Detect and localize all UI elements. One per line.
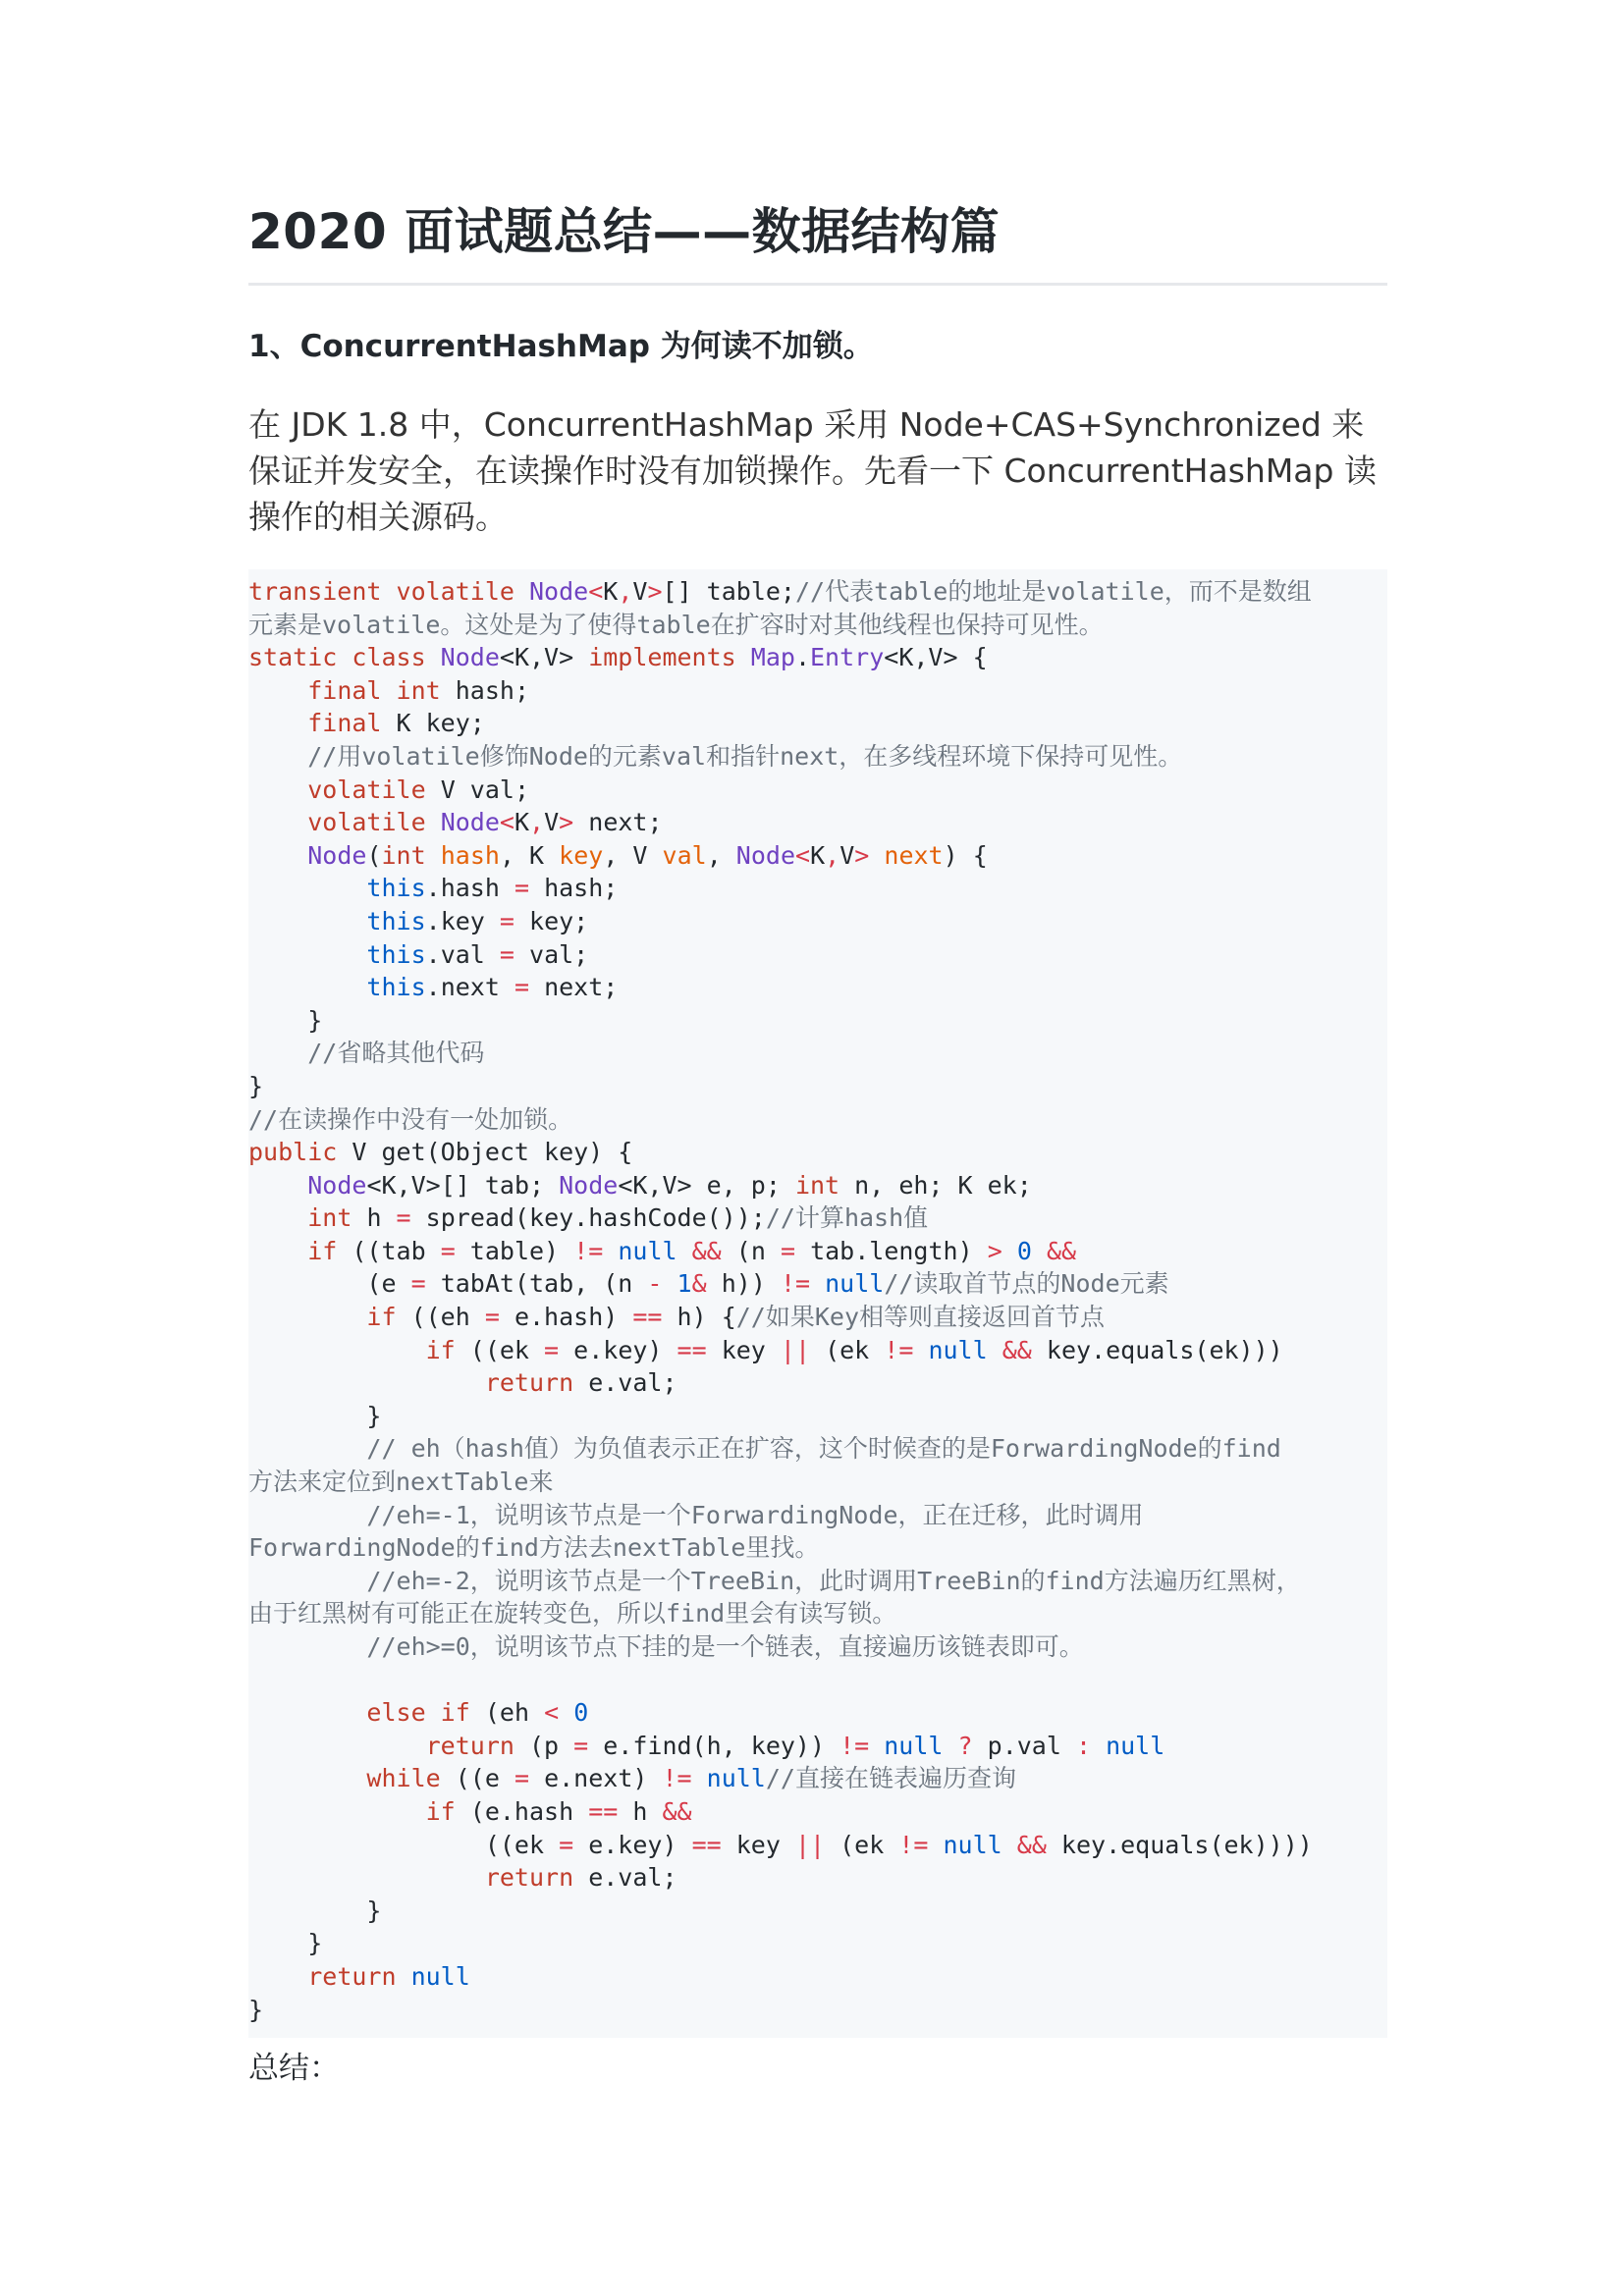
code-line [248, 1795, 1387, 1829]
code-line [248, 1927, 1387, 1960]
code-text: ( [366, 840, 382, 870]
code-this: this [366, 874, 426, 903]
code-comment: 由于红黑树有可能正在旋转变色，所以find里会有读写锁。 [248, 1599, 897, 1629]
code-line [248, 1597, 1387, 1630]
code-text [248, 709, 307, 737]
code-text: K [810, 840, 826, 870]
code-comment: //计算hash值 [765, 1203, 929, 1233]
code-operator: || [794, 1830, 826, 1859]
code-type: Node [307, 840, 367, 870]
code-line [248, 1301, 1387, 1334]
code-keyword: transient volatile [248, 577, 529, 606]
code-text: ((e [455, 1764, 514, 1793]
code-operator: && [691, 1236, 722, 1265]
code-line [248, 1499, 1387, 1532]
code-operator: < [499, 808, 514, 837]
code-line [248, 1762, 1387, 1795]
code-text: (ek [825, 1830, 899, 1859]
code-type: Map [750, 643, 795, 672]
code-text [248, 1368, 485, 1397]
code-text: p.val [972, 1731, 1076, 1760]
code-line [248, 1037, 1387, 1070]
code-operator: > [647, 577, 663, 606]
code-text: tabAt(tab, (n [425, 1269, 648, 1299]
code-operator: < [795, 840, 811, 870]
code-text: <K,V> { [884, 643, 988, 672]
code-comment: //直接在链表遍历查询 [765, 1764, 1016, 1793]
code-line [248, 1267, 1387, 1301]
code-line [248, 872, 1387, 905]
code-comment: //eh=-1，说明该节点是一个ForwardingNode，正在迁移，此时调用 [366, 1500, 1144, 1529]
code-text [1002, 1831, 1017, 1859]
code-comment: //用volatile修饰Node的元素val和指针next，在多线程环境下保持可见性。 [307, 741, 1183, 771]
code-operator: && [1001, 1335, 1032, 1364]
code-text: V [544, 808, 560, 837]
code-operator: = [559, 1830, 574, 1859]
code-text [677, 1237, 692, 1265]
code-operator: ? [957, 1731, 973, 1760]
code-text: K [514, 808, 530, 837]
code-comment: 方法来定位到nextTable来 [248, 1468, 554, 1497]
code-keyword: int [794, 1170, 855, 1200]
code-line [248, 1829, 1387, 1862]
code-keyword: return [484, 1368, 589, 1398]
code-text [869, 1732, 884, 1760]
code-operator: & [691, 1269, 707, 1299]
code-keyword: if [425, 1335, 470, 1364]
code-type: Entry [810, 643, 885, 672]
code-text [1032, 1237, 1047, 1265]
code-keyword: if [366, 1303, 411, 1332]
code-text: [] table; [662, 577, 795, 606]
code-line [248, 1696, 1387, 1730]
code-operator: , [618, 577, 633, 606]
code-text: hash; [455, 675, 529, 705]
code-type: Node [528, 577, 589, 606]
code-text: key.equals(ek))) [1031, 1335, 1283, 1364]
code-text: (e [248, 1269, 411, 1299]
code-text: spread(key.hashCode()); [410, 1203, 766, 1233]
code-text [248, 874, 366, 902]
code-text: ) { [943, 840, 988, 870]
code-literal: null [618, 1236, 677, 1265]
code-text: tab.length) [795, 1236, 988, 1265]
code-operator: != [884, 1335, 914, 1364]
code-text [248, 1567, 366, 1595]
code-operator: < [544, 1698, 560, 1728]
code-literal: null [825, 1269, 885, 1299]
code-keyword: final [307, 709, 397, 738]
code-text [928, 1831, 943, 1859]
code-text: } [248, 1071, 264, 1100]
code-operator: = [410, 1269, 426, 1299]
code-text [248, 841, 307, 870]
code-text: K key; [396, 709, 485, 738]
code-text: (ek [810, 1335, 885, 1364]
code-text [248, 808, 307, 836]
code-line [248, 1201, 1387, 1235]
code-text: , [706, 840, 736, 870]
code-text: ((tab [352, 1236, 441, 1265]
code-type: Node [440, 643, 500, 672]
code-comment: //省略其他代码 [307, 1039, 485, 1068]
code-literal: null [1106, 1731, 1165, 1760]
code-literal: null [706, 1764, 766, 1793]
code-comment: ForwardingNode的find方法去nextTable里找。 [248, 1533, 820, 1563]
code-text: (eh [484, 1698, 545, 1728]
code-line [248, 609, 1387, 642]
code-literal: null [884, 1731, 944, 1760]
code-text: val; [514, 939, 589, 969]
code-comment: //读取首节点的Node元素 [884, 1269, 1169, 1299]
code-operator: != [839, 1731, 870, 1760]
code-text [248, 1203, 307, 1232]
section-heading: 1、ConcurrentHashMap 为何读不加锁。 [248, 329, 874, 364]
code-text: key [721, 1830, 795, 1859]
code-text: .key [425, 906, 500, 935]
code-keyword: static class [248, 643, 441, 672]
code-operator: = [440, 1236, 456, 1265]
code-text: h [366, 1203, 397, 1233]
code-text: e.key) [559, 1335, 677, 1364]
code-text: e.val; [588, 1368, 677, 1398]
code-operator: && [1016, 1830, 1047, 1859]
code-comment: //eh>=0，说明该节点下挂的是一个链表，直接遍历该链表即可。 [366, 1632, 1084, 1661]
intro-paragraph: 在 JDK 1.8 中，ConcurrentHashMap 采用 Node+CAS+Synchronized 来保证并发安全，在读操作时没有加锁操作。先看一下 ConcurrentHashMap 读操作的相关源码。 [248, 405, 1377, 536]
code-line [248, 1136, 1387, 1169]
code-text [248, 1863, 485, 1892]
code-text: K [603, 577, 619, 606]
code-text: e.find(h, key)) [588, 1731, 840, 1760]
code-operator: = [396, 1203, 411, 1233]
code-text: } [248, 1401, 382, 1430]
code-text: V val; [440, 774, 529, 804]
code-text: next; [573, 808, 663, 837]
code-line [248, 707, 1387, 740]
code-text [248, 1501, 366, 1529]
code-text [248, 1039, 307, 1067]
code-text [988, 1336, 1002, 1364]
code-line [248, 1730, 1387, 1763]
code-line [248, 1432, 1387, 1466]
code-line [248, 1861, 1387, 1895]
code-text: , V [603, 840, 663, 870]
code-comment: //如果Key相等则直接返回首节点 [735, 1303, 1106, 1332]
code-operator: = [499, 906, 514, 935]
code-text [662, 1269, 677, 1298]
code-text: , K [499, 840, 560, 870]
code-text [248, 1764, 366, 1792]
code-keyword: int [381, 840, 441, 870]
code-keyword: public [248, 1138, 352, 1167]
code-operator: = [573, 1731, 589, 1760]
code-line [248, 1630, 1387, 1664]
code-operator: = [544, 1335, 560, 1364]
code-keyword: int [307, 1203, 367, 1233]
code-operator: = [780, 1236, 796, 1265]
code-text: <K,V> e, p; [618, 1170, 795, 1200]
code-text [248, 1237, 307, 1265]
code-literal: 0 [573, 1698, 589, 1728]
code-operator: != [898, 1830, 929, 1859]
code-comment: //代表table的地址是volatile，而不是数组 [794, 577, 1312, 606]
code-text: .hash [425, 874, 514, 903]
code-text [559, 1698, 573, 1727]
code-text: <K,V> [499, 643, 589, 672]
code-line [248, 1103, 1387, 1137]
code-line [248, 674, 1387, 708]
code-operator: == [691, 1830, 722, 1859]
code-text: .next [425, 973, 514, 1002]
code-text: h)) [706, 1269, 781, 1299]
code-block [248, 569, 1387, 2038]
code-text: ((eh [410, 1303, 485, 1332]
code-comment: //eh=-2，说明该节点是一个TreeBin，此时调用TreeBin的find方法遍历红黑树， [366, 1566, 1301, 1595]
code-line [248, 1565, 1387, 1598]
code-comment: // eh（hash值）为负值表示正在扩容，这个时候查的是ForwardingNode的find [366, 1434, 1281, 1464]
code-type: Node [559, 1170, 619, 1200]
code-keyword: volatile [307, 774, 441, 804]
code-text [248, 742, 307, 771]
code-operator: > [987, 1236, 1002, 1265]
code-operator: != [573, 1236, 604, 1265]
code-text [603, 1237, 618, 1265]
code-keyword: return [484, 1863, 589, 1893]
code-text: ((ek [248, 1830, 560, 1859]
code-this: this [366, 973, 426, 1002]
code-line [248, 1334, 1387, 1367]
code-keyword: else if [366, 1698, 485, 1728]
code-line [248, 971, 1387, 1004]
code-literal: 1 [677, 1269, 692, 1299]
code-text: key [706, 1335, 781, 1364]
code-text: V [632, 577, 648, 606]
code-keyword: return [307, 1961, 411, 1991]
code-text: .val [425, 939, 500, 969]
code-literal: null [928, 1335, 988, 1364]
code-text [943, 1732, 957, 1760]
code-text [692, 1764, 707, 1792]
code-text [248, 1303, 366, 1331]
code-param: hash [440, 840, 500, 870]
code-operator: = [514, 973, 530, 1002]
code-line [248, 1531, 1387, 1565]
code-line [248, 1994, 1387, 2027]
code-operator: == [588, 1796, 619, 1826]
code-line [248, 1466, 1387, 1499]
code-text [1091, 1732, 1106, 1760]
title-divider [248, 283, 1387, 286]
code-text [869, 841, 884, 870]
code-keyword: return [425, 1731, 529, 1760]
code-operator: == [677, 1335, 707, 1364]
code-text: e.key) [573, 1830, 692, 1859]
code-text: h) { [662, 1303, 736, 1332]
code-type: Node [735, 840, 796, 870]
code-line [248, 938, 1387, 972]
code-line [248, 839, 1387, 873]
page-title: 2020 面试题总结——数据结构篇 [248, 203, 1001, 260]
code-text [248, 1732, 426, 1760]
code-this: this [366, 906, 426, 935]
code-text: } [248, 1929, 323, 1958]
code-text: ((ek [469, 1335, 545, 1364]
code-line [248, 1664, 1387, 1697]
code-comment: //在读操作中没有一处加锁。 [248, 1104, 573, 1134]
code-text [913, 1336, 928, 1364]
code-text: <K,V>[] tab; [366, 1170, 560, 1200]
code-text [248, 973, 366, 1001]
code-keyword: volatile [307, 808, 441, 837]
code-text: . [794, 643, 810, 672]
code-line [248, 1895, 1387, 1928]
code-line [248, 1004, 1387, 1038]
code-text: next; [529, 973, 619, 1002]
code-text [248, 1434, 366, 1463]
code-line [248, 1235, 1387, 1268]
code-text [1002, 1237, 1017, 1265]
code-operator: > [559, 808, 574, 837]
code-operator: < [588, 577, 604, 606]
code-text [248, 1698, 366, 1727]
code-line [248, 774, 1387, 807]
code-keyword: while [366, 1764, 456, 1793]
code-text [248, 1962, 307, 1991]
code-text: n, eh; K ek; [854, 1170, 1032, 1200]
code-text: V get(Object key) { [352, 1138, 633, 1167]
code-text: key; [514, 906, 589, 935]
code-operator: = [484, 1303, 500, 1332]
code-literal: null [943, 1830, 1002, 1859]
summary-label: 总结： [248, 2051, 340, 2087]
code-type: Node [440, 808, 500, 837]
code-text: table) [455, 1236, 574, 1265]
code-line [248, 806, 1387, 839]
code-text: (e.hash [469, 1796, 589, 1826]
code-operator: = [514, 1764, 530, 1793]
code-text: } [248, 1995, 264, 2024]
code-line [248, 740, 1387, 774]
code-text: hash; [529, 874, 619, 903]
code-text: e.hash) [499, 1303, 633, 1332]
code-text [248, 1171, 307, 1200]
code-text [248, 1632, 366, 1661]
code-text [248, 1336, 426, 1364]
code-text: } [248, 1005, 323, 1035]
code-keyword: implements [588, 643, 751, 672]
code-text [248, 1797, 426, 1826]
code-text: e.next) [529, 1764, 663, 1793]
code-text [248, 775, 307, 804]
code-param: val [662, 840, 707, 870]
code-text: (n [721, 1236, 781, 1265]
code-operator: : [1075, 1731, 1092, 1760]
code-text: h [618, 1796, 663, 1826]
code-line [248, 1366, 1387, 1400]
code-operator: != [662, 1764, 692, 1793]
code-operator: > [854, 840, 870, 870]
code-keyword: final int [307, 675, 456, 705]
code-text [248, 676, 307, 705]
code-line [248, 575, 1387, 609]
code-text [248, 907, 366, 935]
code-text [810, 1269, 825, 1298]
code-operator: != [780, 1269, 811, 1299]
code-this: this [366, 939, 426, 969]
code-line [248, 905, 1387, 938]
code-keyword: if [307, 1236, 352, 1265]
code-line [248, 1400, 1387, 1433]
code-operator: || [780, 1335, 811, 1364]
code-line [248, 641, 1387, 674]
code-operator: , [825, 840, 840, 870]
code-literal: null [410, 1961, 470, 1991]
code-comment: 元素是volatile。这处是为了使得table在扩容时对其他线程也保持可见性。 [248, 610, 1104, 639]
code-text: (p [528, 1731, 574, 1760]
code-text [248, 940, 366, 969]
code-keyword: if [425, 1796, 470, 1826]
code-line [248, 1169, 1387, 1202]
code-operator: && [662, 1796, 692, 1826]
code-text: V [839, 840, 855, 870]
code-operator: == [632, 1303, 663, 1332]
code-type: Node [307, 1170, 367, 1200]
code-line [248, 1960, 1387, 1994]
code-param: key [559, 840, 604, 870]
code-line [248, 1070, 1387, 1103]
code-operator: - [647, 1269, 663, 1299]
code-operator: = [499, 939, 514, 969]
code-text: } [248, 1896, 382, 1925]
code-operator: , [529, 808, 545, 837]
document-page [248, 196, 1387, 2091]
code-operator: && [1046, 1236, 1077, 1265]
code-text: e.val; [588, 1863, 677, 1893]
code-param: next [884, 840, 944, 870]
code-literal: 0 [1016, 1236, 1032, 1265]
code-text: key.equals(ek)))) [1046, 1830, 1313, 1859]
code-operator: = [514, 874, 530, 903]
